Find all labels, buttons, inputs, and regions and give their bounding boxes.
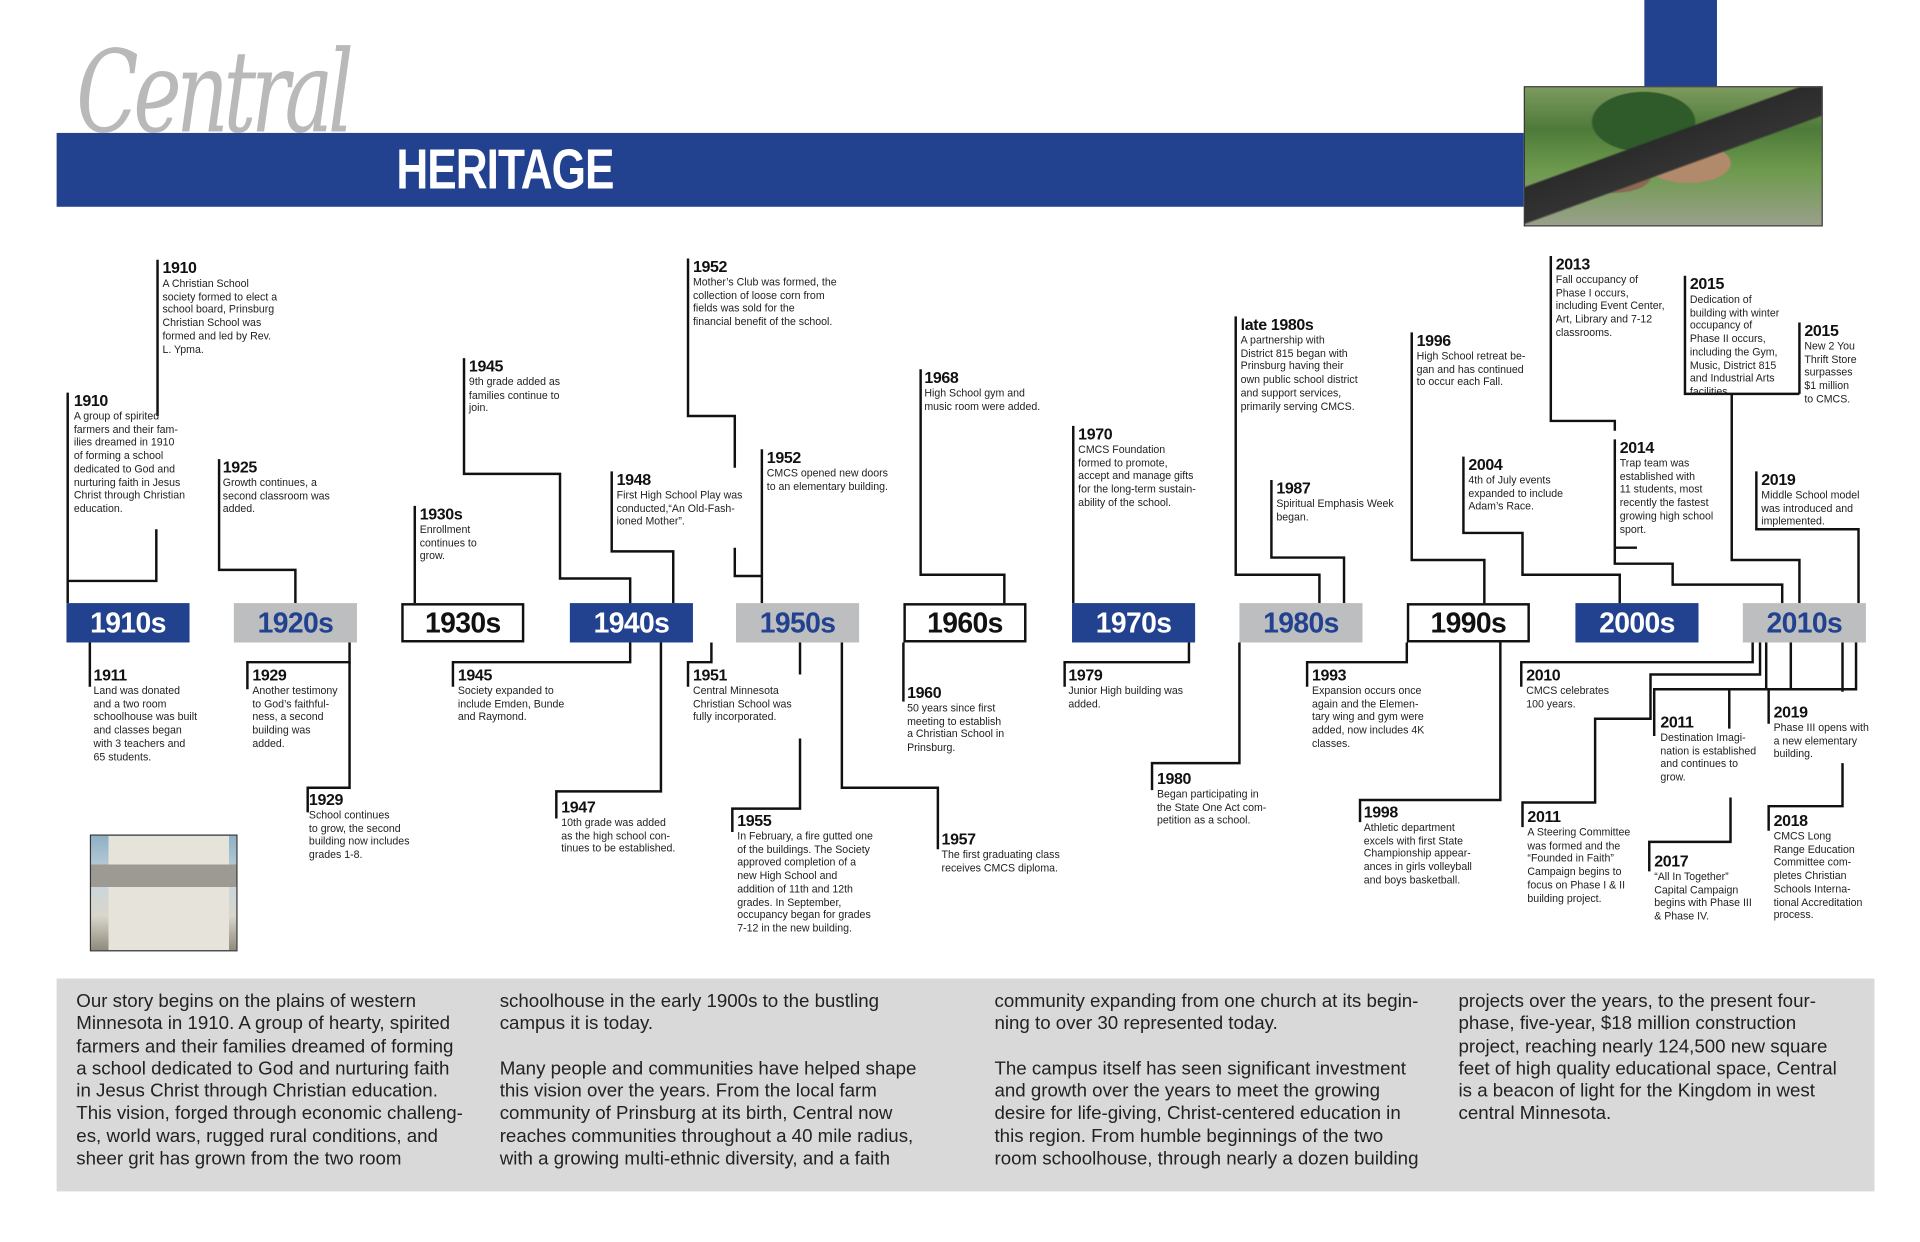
- event-year: 2014: [1619, 438, 1654, 457]
- event-description: CMCS opened new doors to an elementary building.: [766, 466, 888, 492]
- timeline-event: [1241, 316, 1358, 412]
- timeline-event: [162, 260, 277, 356]
- event-description: Dedication of building with winter occupancy of Phase II occurs, including the Gym, Music, District 815 and Industrial Arts facilities.: [1689, 292, 1780, 398]
- event-year: 1952: [692, 257, 728, 276]
- event-description: Athletic department excels with first State Championship appear- ances in girls volleyball and boys basketball.: [1363, 820, 1472, 886]
- event-year: 2019: [1761, 470, 1796, 489]
- event-description: “All In Together” Capital Campaign begins with Phase III & Phase IV.: [1654, 870, 1752, 923]
- event-description: Trap team was established with 11 students, most recently the fastest growing high school sport.: [1619, 456, 1714, 535]
- decade-label-2000s: 2000s: [1575, 603, 1698, 642]
- event-description: A group of spirited farmers and their fam- ilies dreamed in 1910 of forming a school dedicated to God and nurturing faith in Jesus Christ through Christian education.: [73, 409, 185, 515]
- event-year: 1980: [1156, 769, 1192, 788]
- timeline-event: [469, 358, 560, 415]
- decade-label-1920s: 1920s: [234, 603, 357, 642]
- event-year: 1930s: [419, 504, 463, 524]
- decade-label-1910s: 1910s: [66, 603, 189, 642]
- timeline-event: [458, 667, 564, 724]
- event-description: Destination Imagi- nation is established and continues to grow.: [1660, 731, 1757, 783]
- timeline-event: [309, 791, 410, 861]
- event-year: 1945: [468, 356, 504, 376]
- event-year: 1968: [924, 368, 959, 387]
- event-description: New 2 You Thrift Store surpasses $1 million to CMCS.: [1804, 339, 1857, 405]
- event-description: Society expanded to include Emden, Bunde and Raymond.: [457, 684, 565, 723]
- timeline-event: [767, 449, 888, 493]
- event-year: 2019: [1773, 702, 1808, 722]
- timeline-event: [617, 471, 743, 528]
- timeline-event: [693, 258, 837, 328]
- event-year: 1993: [1312, 665, 1347, 685]
- timeline-event: [737, 812, 873, 935]
- timeline-event: [94, 667, 198, 763]
- event-year: 2015: [1804, 321, 1839, 340]
- event-year: 1929: [308, 790, 344, 809]
- timeline-event: [1417, 332, 1526, 389]
- timeline-event: [1804, 322, 1856, 405]
- timeline-event: [1620, 439, 1714, 535]
- decade-label-1940s: 1940s: [570, 603, 693, 642]
- event-year: 1987: [1276, 478, 1311, 498]
- event-description: 9th grade added as families continue to join.: [468, 375, 561, 415]
- timeline-event: [1654, 853, 1752, 923]
- story-column-1: Our story begins on the plains of western Minnesota in 1910. A group of hearty, spirited farmers and their families dreamed of forming a school dedicated to God and nurturing faith in Jesus Christ through Christian education. This vision, forged through economic challeng- es, world wars, rugged rural conditions, and sheer grit has grown from the two room: [76, 990, 463, 1170]
- event-year: 1948: [616, 470, 651, 489]
- event-description: 50 years since first meeting to establish a Christian School in Prinsburg.: [907, 701, 1005, 754]
- event-description: 4th of July events expanded to include Adam’s Race.: [1468, 473, 1564, 513]
- timeline-event: [1774, 812, 1863, 921]
- timeline-event: [1068, 667, 1183, 711]
- event-year: 2018: [1773, 811, 1808, 830]
- story-column-3: community expanding from one church at its begin- ning to over 30 represented today. The campus itself has seen significant investment and growth over the years to meet the growing desire for life-giving, Christ-centered education in this region. From humble beginnings of the two room schoolhouse, through nearly a dozen building: [994, 990, 1419, 1170]
- event-description: Enrollment continues to grow.: [419, 523, 477, 562]
- event-year: 2017: [1654, 851, 1689, 871]
- connector-line: [1152, 642, 1239, 790]
- timeline-event: [924, 369, 1040, 413]
- event-description: Phase III opens with a new elementary building.: [1773, 721, 1869, 760]
- event-year: 1998: [1363, 802, 1398, 821]
- timeline-event: [74, 393, 185, 516]
- timeline-event: [223, 459, 330, 516]
- event-description: School continues to grow, the second building now includes grades 1-8.: [308, 808, 410, 861]
- event-description: Central Minnesota Christian School was fully incorporated.: [692, 684, 792, 723]
- event-year: late 1980s: [1240, 315, 1314, 334]
- event-year: 2004: [1468, 455, 1503, 474]
- event-year: 2011: [1527, 807, 1561, 826]
- event-year: 1910: [73, 391, 108, 410]
- timeline-event: [1078, 426, 1196, 509]
- event-description: Middle School model was introduced and implemented.: [1761, 488, 1860, 528]
- event-year: 1955: [737, 811, 772, 830]
- decade-label-2010s: 2010s: [1743, 603, 1866, 642]
- event-description: Junior High building was added.: [1068, 684, 1183, 710]
- event-description: First High School Play was conducted,“An Old-Fash- ioned Mother”.: [616, 488, 743, 528]
- event-year: 1952: [766, 448, 801, 467]
- timeline-event: [1690, 276, 1779, 399]
- event-description: Another testimony to God’s faithful- ness, a second building was added.: [252, 684, 338, 750]
- event-year: 1957: [941, 829, 976, 849]
- event-year: 1929: [252, 665, 287, 685]
- event-year: 2011: [1660, 712, 1694, 732]
- event-description: Spiritual Emphasis Week began.: [1276, 497, 1394, 523]
- decade-label-1990s: 1990s: [1407, 603, 1530, 642]
- event-year: 1951: [692, 665, 728, 685]
- timeline-event: [1527, 809, 1630, 905]
- event-description: High School gym and music room were added.: [924, 386, 1041, 412]
- event-year: 1970: [1078, 424, 1113, 444]
- event-year: 2010: [1526, 665, 1561, 685]
- decade-label-1930s: 1930s: [401, 603, 524, 642]
- timeline-event: [420, 506, 477, 563]
- event-year: 2013: [1555, 254, 1590, 274]
- event-description: CMCS Foundation formed to promote, accept and manage gifts for the long-term sustain- ability of the school.: [1078, 443, 1196, 509]
- story-panel: [57, 978, 1875, 1191]
- decade-label-1980s: 1980s: [1239, 603, 1362, 642]
- timeline-event: [942, 831, 1060, 875]
- decade-label-1960s: 1960s: [903, 603, 1026, 642]
- event-year: 1996: [1416, 331, 1451, 350]
- timeline-event: [1660, 714, 1756, 784]
- timeline-event: [1556, 256, 1665, 339]
- event-year: 1911: [93, 665, 127, 685]
- event-description: Growth continues, a second classroom was added.: [222, 476, 330, 515]
- timeline-event: [693, 667, 792, 724]
- script-title: Central: [76, 27, 349, 159]
- event-description: 10th grade was added as the high school con- tinues to be established.: [561, 816, 676, 855]
- event-description: Land was donated and a two room schoolhouse was built and classes began with 3 teachers and 65 students.: [93, 684, 198, 763]
- event-year: 1945: [457, 665, 492, 685]
- story-column-2: schoolhouse in the early 1900s to the bustling campus it is today. Many people and communities have helped shape this vision over the years. From the local farm community of Prinsburg at its birth, Central now reaches communities throughout a 40 mile radius, with a growing multi-ethnic diversity, and a faith: [499, 990, 917, 1170]
- timeline-event: [252, 667, 337, 750]
- event-description: A Steering Committee was formed and the “Founded in Faith” Campaign begins to focus on Phase I & II building project.: [1527, 825, 1631, 905]
- event-description: High School retreat be- gan and has continued to occur each Fall.: [1416, 349, 1526, 389]
- timeline-event: [1468, 457, 1563, 514]
- timeline-event: [1364, 804, 1472, 887]
- event-description: Began participating in the State One Act com- petition as a school.: [1156, 787, 1267, 827]
- decade-label-1970s: 1970s: [1072, 603, 1195, 642]
- event-description: In February, a fire gutted one of the buildings. The Society approved completion of a new High School and addition of 11th and 12th grades. In September, occupancy began for grades 7-12 in the new building.: [737, 829, 873, 935]
- event-year: 1979: [1068, 665, 1103, 685]
- event-year: 1910: [162, 258, 197, 277]
- timeline-event: [1276, 480, 1393, 524]
- timeline-event: [1312, 667, 1424, 750]
- event-description: The first graduating class receives CMCS diploma.: [941, 848, 1060, 874]
- event-description: Mother’s Club was formed, the collection of loose corn from fields was sold for the financial benefit of the school.: [692, 275, 837, 328]
- event-description: A Christian School society formed to elect a school board, Prinsburg Christian School was formed and led by Rev. L. Ypma.: [162, 276, 278, 356]
- timeline-event: [907, 684, 1004, 754]
- decade-label-1950s: 1950s: [736, 603, 859, 642]
- event-description: CMCS celebrates 100 years.: [1526, 684, 1610, 710]
- event-description: A partnership with District 815 began with Prinsburg having their own public school district and support services, primarily serving CMCS.: [1240, 333, 1358, 412]
- event-year: 1947: [561, 797, 596, 817]
- event-year: 1960: [907, 683, 942, 702]
- timeline-event: [561, 799, 675, 856]
- event-description: CMCS Long Range Education Committee com- pletes Christian Schools Interna- tional Accreditation process.: [1773, 829, 1863, 921]
- connector-line: [556, 642, 661, 818]
- event-description: Fall occupancy of Phase I occurs, including Event Center, Art, Library and 7-12 classrooms.: [1555, 273, 1665, 339]
- event-year: 1925: [222, 457, 257, 477]
- timeline-event: [1157, 770, 1266, 827]
- story-column-4: projects over the years, to the present four- phase, five-year, $18 million construction project, reaching nearly 124,500 new square feet of high quality educational space, Central is a beacon of light for the Kingdom in west central Minnesota.: [1458, 990, 1837, 1125]
- event-description: Expansion occurs once again and the Elemen- tary wing and gym were added, now includes 4K classes.: [1312, 684, 1425, 750]
- event-year: 2015: [1689, 274, 1725, 293]
- timeline-event: [1526, 667, 1609, 711]
- timeline-event: [1774, 704, 1869, 761]
- page-title: HERITAGE: [396, 136, 614, 201]
- timeline-event: [1761, 471, 1859, 528]
